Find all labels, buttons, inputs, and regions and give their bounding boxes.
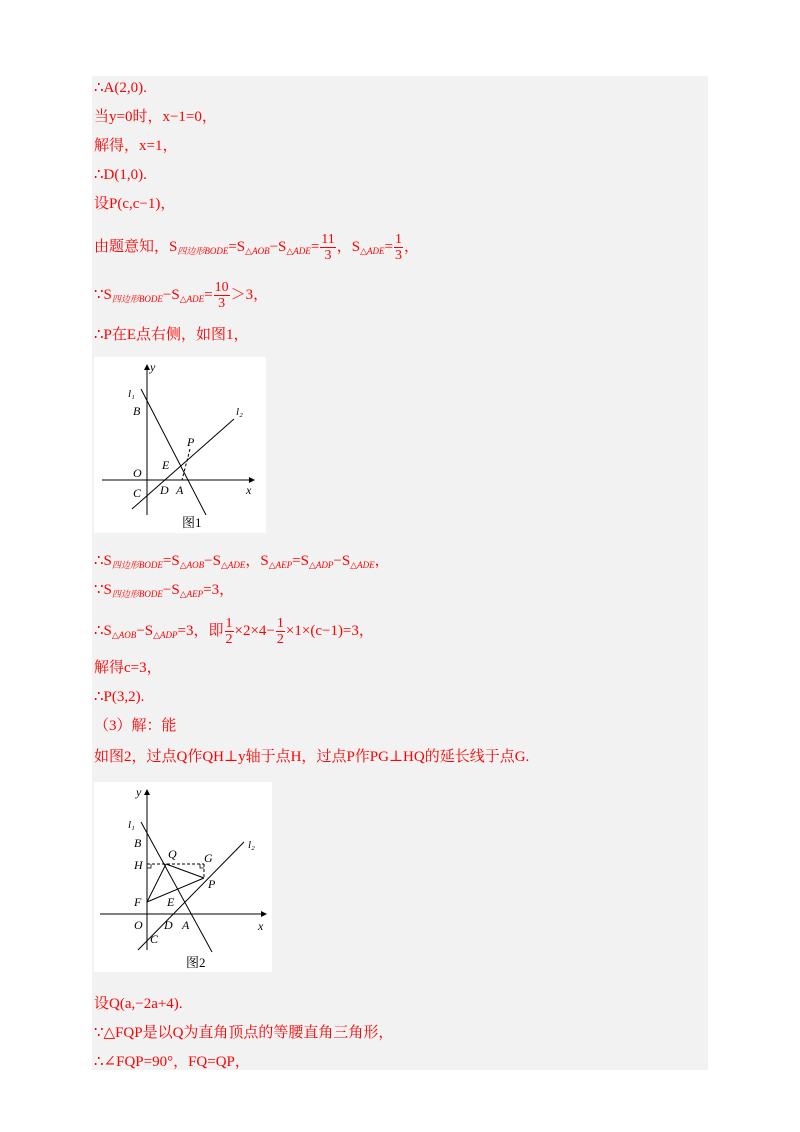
label-l2: l₂ bbox=[248, 839, 255, 851]
figure-1-diagram bbox=[94, 357, 266, 533]
label-x: x bbox=[258, 919, 264, 933]
figure-2-diagram bbox=[94, 782, 272, 972]
text-line-3: 解得，x=1， bbox=[94, 138, 178, 154]
segment-fp bbox=[147, 878, 204, 902]
fraction: $\frac{1}{3}$ bbox=[395, 232, 402, 263]
right-angle-h bbox=[147, 864, 151, 868]
label-c: C bbox=[133, 486, 142, 500]
label-g: G bbox=[204, 851, 213, 865]
label-y: y bbox=[136, 785, 142, 799]
label-q: Q bbox=[168, 847, 177, 861]
label-h: H bbox=[134, 858, 143, 872]
text-line-18: ∴∠FQP=90°，FQ=QP， bbox=[94, 1054, 250, 1070]
label-f: F bbox=[134, 895, 142, 909]
label-l1: l₁ bbox=[128, 388, 135, 400]
text-line-17: ∵△FQP是以Q为直角顶点的等腰直角三角形， bbox=[94, 1025, 394, 1041]
label-p: P bbox=[187, 435, 195, 449]
text-line-13: ∴P(3,2). bbox=[94, 689, 145, 705]
text-line-1: ∴A(2,0). bbox=[94, 80, 147, 96]
text-line-8: ∴P在E点右侧，如图1， bbox=[94, 327, 249, 343]
label-d: D bbox=[164, 918, 173, 932]
text-line-11: $\therefore S_{\triangle AOB}-S_{\triangle ADP}=3$，即 $\frac{1}{2}$ ×2×4− $\frac{1}{2}$ ×1×(c−1)=3， bbox=[94, 616, 374, 647]
label-o: O bbox=[134, 918, 143, 932]
label-o: O bbox=[133, 466, 142, 480]
fraction: $\frac{1}{2}$ bbox=[225, 616, 233, 647]
text-line-4: ∴D(1,0). bbox=[94, 167, 147, 183]
label-l1: l₁ bbox=[128, 819, 135, 831]
fraction: $\frac{11}{3}$ bbox=[321, 232, 335, 263]
label-a: A bbox=[176, 483, 184, 497]
figure-2 bbox=[94, 782, 272, 972]
text-line-14: （3）解：能 bbox=[94, 718, 177, 734]
text-line-7: $\because S_{四边形BODE}-S_{\triangle ADE}=$ $\frac{10}{3}$ ＞3， bbox=[94, 280, 269, 311]
label-e: E bbox=[167, 895, 175, 909]
text-line-6: 由题意知，$S_{四边形BODE}=S_{\triangle AOB}-S_{\triangle ADE}=$ $\frac{11}{3}$ ，$S_{\triangle ADE}=$ $\frac{1}{3}$ ， bbox=[94, 232, 420, 263]
label-l2: l₂ bbox=[236, 406, 243, 418]
fraction: $\frac{1}{2}$ bbox=[276, 616, 284, 647]
text-line-15: 如图2，过点Q作QH⊥y轴于点H，过点P作PG⊥HQ的延长线于点G. bbox=[94, 749, 530, 765]
label-d: D bbox=[160, 483, 169, 497]
label-b: B bbox=[134, 836, 142, 850]
label-a: A bbox=[182, 918, 190, 932]
text-line-2: 当y=0时，x−1=0， bbox=[94, 109, 217, 125]
text-line-10: $\because S_{四边形BODE}-S_{\triangle AEP}=3$， bbox=[94, 582, 235, 599]
label-b: B bbox=[133, 404, 141, 418]
figure-2-caption: 图2 bbox=[186, 955, 206, 970]
segment-qp bbox=[166, 864, 204, 878]
text-line-9: $\therefore S_{四边形BODE}=S_{\triangle AOB}-S_{\triangle ADE}$，$S_{\triangle AEP}=S_{\triangle ADP}-S_{\triangle ADE}$， bbox=[94, 553, 390, 570]
text-line-12: 解得c=3， bbox=[94, 660, 162, 676]
figure-1 bbox=[94, 357, 266, 533]
text-line-5: 设P(c,c−1)， bbox=[94, 196, 176, 212]
fraction: $\frac{10}{3}$ bbox=[214, 280, 229, 311]
figure-1-caption: 图1 bbox=[182, 515, 202, 530]
label-p: P bbox=[208, 877, 216, 891]
label-x: x bbox=[246, 483, 252, 497]
segment-fq bbox=[147, 864, 166, 902]
text-line-16: 设Q(a,−2a+4). bbox=[94, 996, 183, 1012]
label-c: C bbox=[150, 932, 159, 946]
label-e: E bbox=[162, 458, 170, 472]
label-y: y bbox=[150, 360, 156, 374]
